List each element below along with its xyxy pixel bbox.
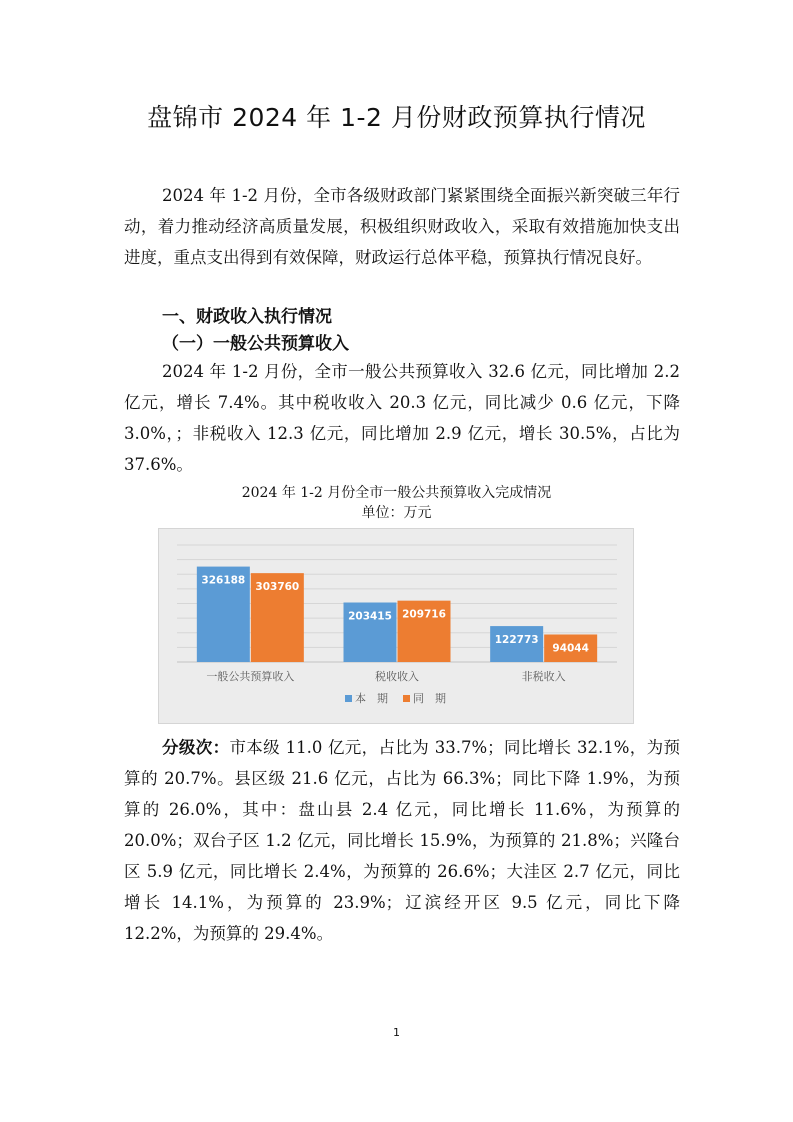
- document-title: 盘锦市 2024 年 1-2 月份财政预算执行情况: [147, 103, 646, 132]
- data-label: 203415: [348, 610, 392, 623]
- data-label: 326188: [201, 574, 246, 587]
- intro-paragraph: 2024 年 1-2 月份，全市各级财政部门紧紧围绕全面振兴新突破三年行动，着力推动经济高质量发展，积极组织财政收入，采取有效措施加快支出进度，重点支出得到有效保障，财政运行总体平稳，预算执行情况良好。: [124, 186, 680, 267]
- section-heading: 一、财政收入执行情况: [162, 307, 332, 327]
- level-text: 市本级 11.0 亿元，占比为 33.7%；同比增长 32.1%，为预算的 20.7%。县区级 21.6 亿元，占比为 66.3%；同比下降 1.9%，为预算的 26.0%，其中：盘山县 2.4 亿元，同比增长 11.6%，为预算的 20.0%；双台子区 1.2 亿元，同比增长 15.9%，为预算的 21.8%；兴隆台区 5.9 亿元，同比增长 2.4%，为预算的 26.6%；大洼区 2.7 亿元，同比增长 14.1%，为预算的 23.9%；辽滨经开区 9.5 亿元，同比下降 12.2%，为预算的 29.4%。: [124, 738, 680, 943]
- chart-frame: [158, 528, 634, 724]
- page-number: 1: [393, 1026, 400, 1039]
- bar-chart: [159, 529, 633, 723]
- subsection-heading: （一）一般公共预算收入: [162, 334, 349, 354]
- category-label: 非税收入: [521, 670, 566, 683]
- legend-swatch: [345, 695, 352, 702]
- data-label: 209716: [402, 608, 446, 621]
- revenue-paragraph: 2024 年 1-2 月份，全市一般公共预算收入 32.6 亿元，同比增加 2.2 亿元，增长 7.4%。其中税收收入 20.3 亿元，同比减少 0.6 亿元，下降 3.0%，；非税收入 12.3 亿元，同比增加 2.9 亿元，增长 30.5%，占比为 37.6%。: [124, 362, 680, 474]
- level-lead: 分级次：: [162, 738, 230, 757]
- category-label: 一般公共预算收入: [206, 670, 295, 683]
- legend-swatch: [403, 695, 410, 702]
- data-label: 122773: [494, 634, 539, 647]
- legend-entry: 本 期: [355, 692, 388, 705]
- data-label: 303760: [255, 581, 300, 594]
- category-label: 税收收入: [375, 670, 419, 683]
- data-label: 94044: [552, 642, 589, 655]
- legend-entry: 同 期: [413, 692, 446, 705]
- chart-title: 2024 年 1-2 月份全市一般公共预算收入完成情况: [241, 485, 552, 501]
- level-paragraph: [124, 732, 680, 949]
- chart-subtitle: 单位：万元: [361, 505, 432, 521]
